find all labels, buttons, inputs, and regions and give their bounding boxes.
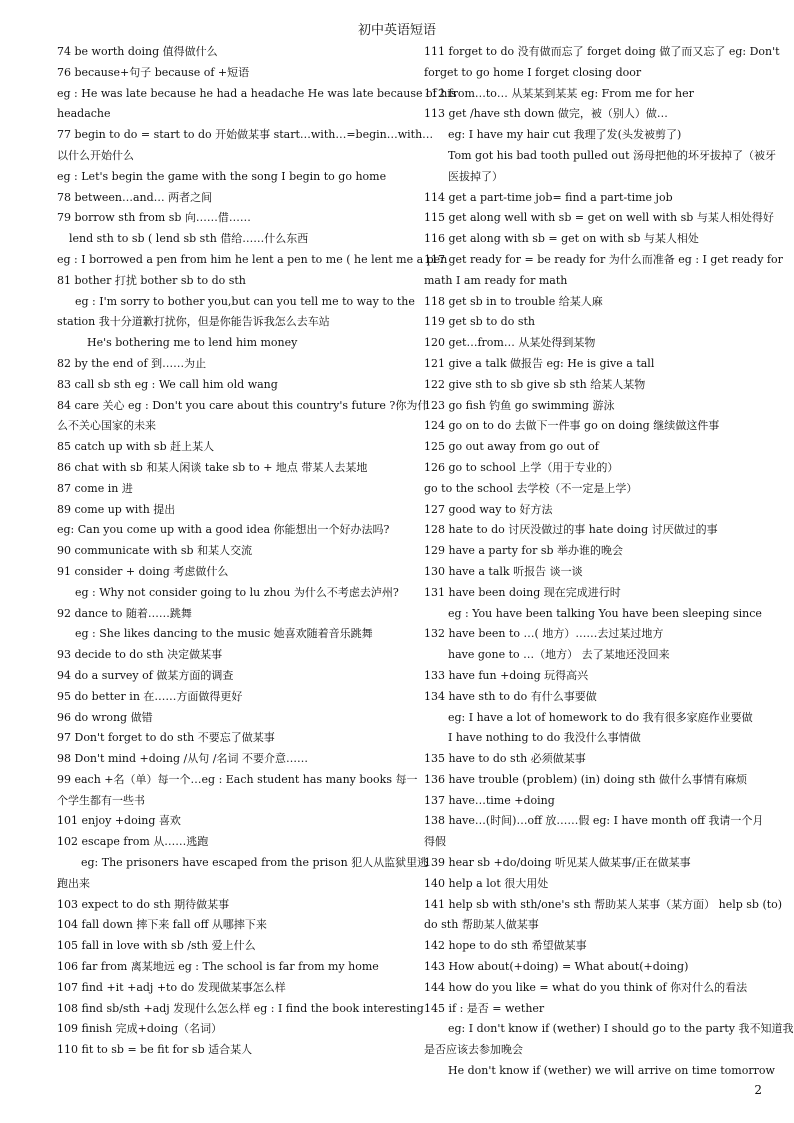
phrase-line: 以什么开始什么 — [57, 148, 134, 162]
phrase-line: 82 by the end of 到……为止 — [57, 356, 207, 370]
phrase-line: 么不关心国家的未来 — [57, 419, 156, 433]
phrase-line: headache — [57, 107, 111, 121]
phrase-line: 124 go on to do 去做下一件事 go on doing 继续做这件事 — [424, 419, 720, 433]
phrase-line: 114 get a part-time job= find a part-time job — [424, 190, 673, 204]
phrase-line: eg: The prisoners have escaped from the prison 犯人从监狱里逃 — [81, 856, 429, 870]
phrase-line: 115 get along well with sb = get on well with sb 与某人相处得好 — [424, 211, 774, 225]
phrase-line: 106 far from 离某地远 eg : The school is far from my home — [57, 960, 379, 974]
phrase-line: 个学生都有一些书 — [57, 793, 145, 807]
phrase-line: 109 finish 完成+doing（名词） — [57, 1022, 223, 1036]
phrase-line: He's bothering me to lend him money — [87, 336, 298, 350]
phrase-line: 125 go out away from go out of — [424, 440, 599, 454]
phrase-line: 跑出来 — [57, 876, 90, 890]
phrase-line: 79 borrow sth from sb 向……借…… — [57, 211, 251, 225]
phrase-line: eg: I have a lot of homework to do 我有很多家庭作业要做 — [448, 710, 753, 724]
phrase-line: forget to go home I forget closing door — [424, 65, 642, 79]
phrase-line: 107 find +it +adj +to do 发现做某事怎么样 — [57, 980, 286, 994]
phrase-line: 是否应该去参加晚会 — [424, 1043, 523, 1057]
phrase-line: 127 good way to 好方法 — [424, 502, 553, 516]
phrase-line: 110 fit to sb = be fit for sb 适合某人 — [57, 1043, 253, 1057]
phrase-line: eg : I'm sorry to bother you,but can you tell me to way to the — [75, 294, 415, 308]
phrase-line: 95 do better in 在……方面做得更好 — [57, 689, 243, 703]
phrase-line: eg : Let's begin the game with the song I begin to go home — [57, 169, 387, 183]
phrase-line: 84 care 关心 eg : Don't you care about this country's future ?你为什 — [57, 398, 429, 412]
phrase-line: go to the school 去学校（不一定是上学） — [424, 481, 638, 495]
phrase-line: 105 fall in love with sb /sth 爱上什么 — [57, 939, 256, 953]
phrase-line: 134 have sth to do 有什么事要做 — [424, 689, 597, 703]
phrase-line: 144 how do you like = what do you think of 你对什么的看法 — [424, 980, 748, 994]
phrase-line: 133 have fun +doing 玩得高兴 — [424, 668, 589, 682]
phrase-line: 103 expect to do sth 期待做某事 — [57, 897, 230, 911]
phrase-line: 78 between…and… 两者之间 — [57, 190, 213, 204]
phrase-line: 92 dance to 随着……跳舞 — [57, 606, 192, 620]
phrase-line: 126 go to school 上学（用于专业的） — [424, 460, 619, 474]
phrase-line: 医拔掉了） — [448, 169, 503, 183]
phrase-line: 118 get sb in to trouble 给某人麻 — [424, 294, 603, 308]
phrase-line: 104 fall down 摔下来 fall off 从哪摔下来 — [57, 918, 267, 932]
phrase-line: eg : He was late because he had a headache He was late because of his — [57, 86, 457, 100]
phrase-line: 101 enjoy +doing 喜欢 — [57, 814, 181, 828]
phrase-line: 120 get…from… 从某处得到某物 — [424, 336, 596, 350]
phrase-line: 131 have been doing 现在完成进行时 — [424, 585, 621, 599]
phrase-line: 130 have a talk 听报告 谈一谈 — [424, 564, 583, 578]
page-number: 2 — [754, 1083, 762, 1097]
phrase-line: Tom got his bad tooth pulled out 汤母把他的坏牙拔掉了（被牙 — [448, 148, 776, 162]
phrase-line: 128 hate to do 讨厌没做过的事 hate doing 讨厌做过的事 — [424, 523, 718, 537]
phrase-line: 98 Don't mind +doing /从句 /名词 不要介意…… — [57, 752, 308, 766]
phrase-line: 143 How about(+doing) = What about(+doing) — [424, 960, 689, 974]
phrase-line: 139 hear sb +do/doing 听见某人做某事/正在做某事 — [424, 856, 691, 870]
phrase-line: 96 do wrong 做错 — [57, 710, 153, 724]
phrase-line: 123 go fish 钓鱼 go swimming 游泳 — [424, 398, 615, 412]
phrase-line: 142 hope to do sth 希望做某事 — [424, 939, 587, 953]
phrase-line: 117 get ready for = be ready for 为什么而准备 eg : I get ready for — [424, 252, 783, 266]
phrase-line: math I am ready for math — [424, 273, 568, 287]
page-title: 初中英语短语 — [357, 23, 436, 38]
phrase-line: 140 help a lot 很大用处 — [424, 876, 549, 890]
phrase-line: 145 if : 是否 = wether — [424, 1001, 545, 1015]
phrase-line: 108 find sb/sth +adj 发现什么怎么样 eg : I find the book interesting — [57, 1001, 424, 1015]
phrase-line: eg: I have my hair cut 我理了发(头发被剪了) — [448, 128, 682, 142]
phrase-line: eg : She likes dancing to the music 她喜欢随着音乐跳舞 — [75, 627, 373, 641]
phrase-line: 116 get along with sb = get on with sb 与某人相处 — [424, 232, 699, 246]
phrase-line: eg: I don't know if (wether) I should go to the party 我不知道我 — [448, 1022, 794, 1036]
phrase-line: 90 communicate with sb 和某人交流 — [57, 544, 253, 558]
right-column — [424, 42, 794, 1082]
phrase-line: 76 because+句子 because of +短语 — [57, 65, 250, 79]
phrase-line: 74 be worth doing 值得做什么 — [57, 45, 218, 58]
phrase-line: I have nothing to do 我没什么事情做 — [448, 731, 641, 745]
phrase-line: have gone to …（地方） 去了某地还没回来 — [448, 648, 670, 662]
phrase-line: 112 from…to… 从某某到某某 eg: From me for her — [424, 86, 694, 100]
phrase-line: eg : You have been talking You have been sleeping since — [448, 606, 762, 620]
phrase-line: 122 give sth to sb give sb sth 给某人某物 — [424, 377, 646, 391]
phrase-line: 113 get /have sth down 做完，被（别人）做… — [424, 107, 668, 121]
phrase-line: 102 escape from 从……逃跑 — [57, 835, 209, 849]
phrase-line: 93 decide to do sth 决定做某事 — [57, 648, 223, 662]
phrase-line: 83 call sb sth eg : We call him old wang — [57, 377, 278, 391]
phrase-line: 121 give a talk 做报告 eg: He is give a tall — [424, 356, 655, 370]
phrase-line: 91 consider + doing 考虑做什么 — [57, 564, 229, 578]
phrase-line: station 我十分道歉打扰你，但是你能告诉我怎么去车站 — [57, 315, 330, 329]
phrase-line: 89 come up with 提出 — [57, 502, 176, 516]
phrase-line: lend sth to sb ( lend sb sth 借给……什么东西 — [69, 232, 309, 246]
phrase-line: eg : I borrowed a pen from him he lent a pen to me ( he lent me a pen — [57, 252, 448, 266]
phrase-line: 129 have a party for sb 举办谁的晚会 — [424, 544, 624, 558]
phrase-line: 132 have been to …( 地方）……去过某过地方 — [424, 627, 664, 641]
phrase-line: 77 begin to do = start to do 开始做某事 start…with…=begin…with… — [57, 128, 434, 142]
phrase-line: 得假 — [424, 835, 446, 849]
phrase-line: 138 have…(时间)…off 放……假 eg: I have month off 我请一个月 — [424, 814, 764, 828]
phrase-line: 135 have to do sth 必须做某事 — [424, 752, 586, 766]
phrase-line: 136 have trouble (problem) (in) doing sth 做什么事情有麻烦 — [424, 772, 747, 786]
phrase-line: 85 catch up with sb 赶上某人 — [57, 440, 215, 454]
phrase-line: 111 forget to do 没有做而忘了 forget doing 做了而又忘了 eg: Don't — [424, 45, 780, 58]
phrase-line: 86 chat with sb 和某人闲谈 take sb to + 地点 带某人去某地 — [57, 460, 368, 474]
phrase-line: 141 help sb with sth/one's sth 帮助某人某事（某方面） help sb (to) — [424, 897, 783, 911]
phrase-line: do sth 帮助某人做某事 — [424, 918, 539, 932]
phrase-line: 81 bother 打扰 bother sb to do sth — [57, 273, 246, 287]
phrase-line: 97 Don't forget to do sth 不要忘了做某事 — [57, 731, 275, 745]
phrase-line: eg : Why not consider going to lu zhou 为什么不考虑去泸州? — [75, 585, 399, 599]
phrase-line: 137 have…time +doing — [424, 793, 555, 807]
phrase-line: 119 get sb to do sth — [424, 315, 535, 329]
phrase-line: eg: Can you come up with a good idea 你能想出一个好办法吗? — [57, 523, 390, 537]
phrase-line: 87 come in 进 — [57, 481, 133, 495]
phrase-line: He don't know if (wether) we will arrive on time tomorrow — [448, 1064, 775, 1078]
phrase-line: 99 each +名（单）每一个…eg : Each student has many books 每一 — [57, 772, 418, 786]
phrase-line: 94 do a survey of 做某方面的调查 — [57, 668, 234, 682]
